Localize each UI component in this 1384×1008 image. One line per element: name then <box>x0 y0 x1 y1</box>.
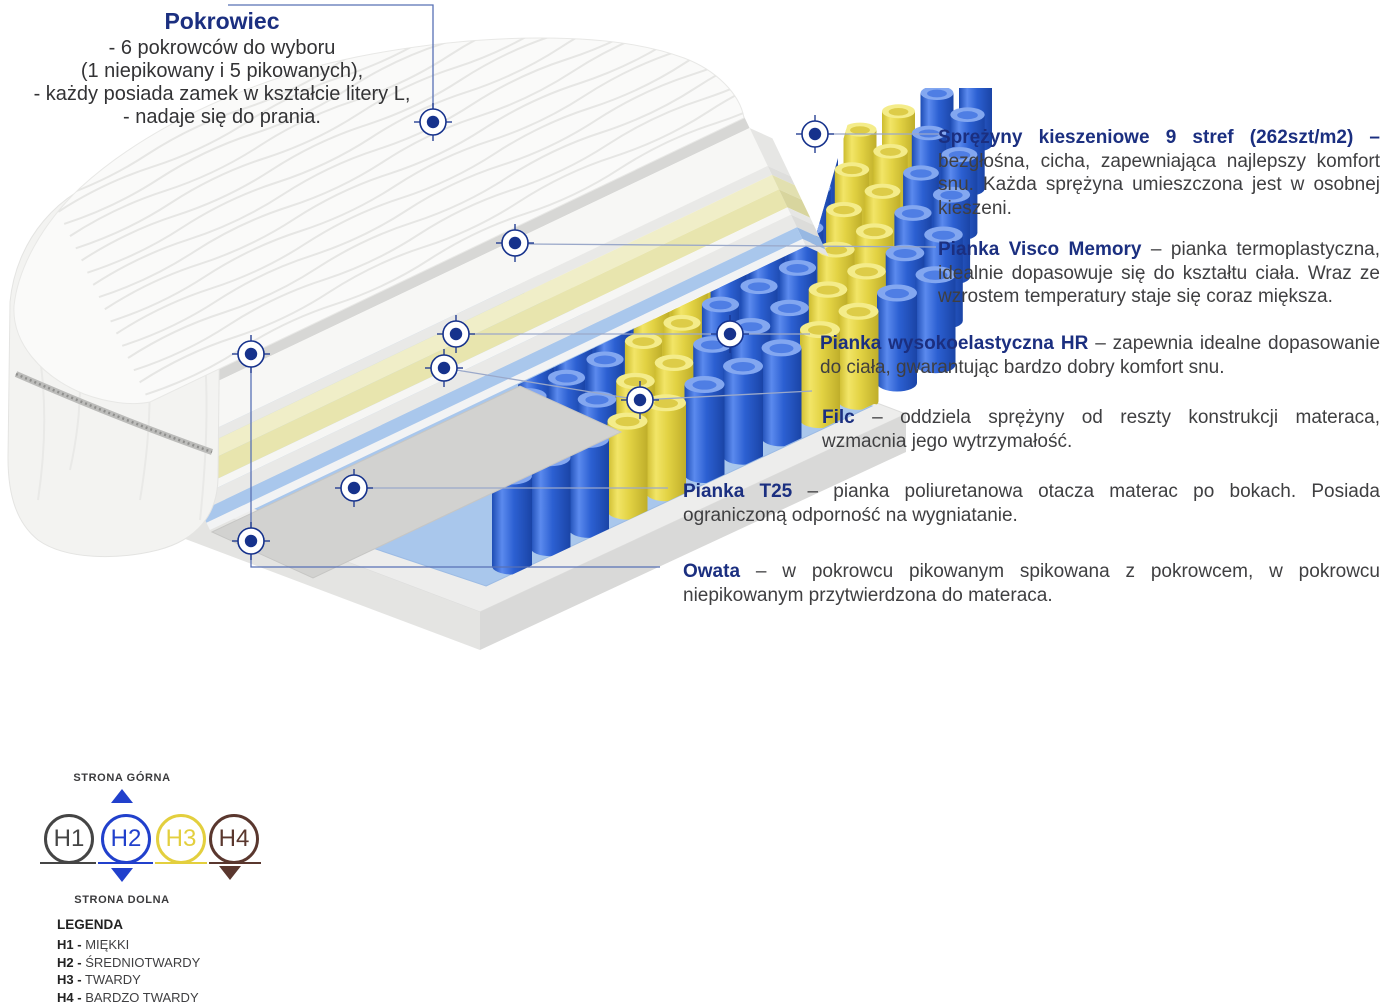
hardness-level-h4: H4 <box>209 814 259 864</box>
spring-coil-top-inner <box>803 184 824 192</box>
cover-line: - każdy posiada zamek w kształcie litery L, <box>33 83 411 105</box>
spring-coil-top-inner <box>850 126 870 134</box>
spring-coil-top-inner <box>770 344 794 353</box>
callout-body: – zapewnia idealne dopasowanie do ciała, gwarantując bardzo dobry komfort snu. <box>820 333 1381 378</box>
hardness-legend <box>57 917 200 1006</box>
spring-coil-top-inner <box>624 377 647 386</box>
spring-coil-top-inner <box>786 264 808 273</box>
spring-coil-top-inner <box>872 188 893 196</box>
spring-coil-top <box>959 68 992 82</box>
hardness-baseline-h1 <box>40 862 96 864</box>
callout-body: – w pokrowcu pikowanym spikowana z pokrowcem, w pokrowcu niepikowanym przytwierdzona do materaca. <box>683 561 1380 606</box>
top-side-label: STRONA GÓRNA <box>73 772 171 784</box>
spring-coil-top-inner <box>910 169 931 177</box>
callout-wadding <box>683 560 1380 607</box>
spring-coil-top-inner <box>731 362 755 371</box>
bottom-side-label: STRONA DOLNA <box>74 894 170 906</box>
spring-coil-top-inner <box>693 380 717 389</box>
spring-coil-top-inner <box>855 267 878 276</box>
callout-t25-foam <box>683 480 1380 527</box>
spring-coil-top-inner <box>709 301 731 310</box>
callout-title: Sprężyny kieszeniowe 9 stref (262szt/m2) – <box>938 127 1380 148</box>
spring-coil-top-inner <box>863 227 885 236</box>
spring-coil-top-inner <box>555 374 577 383</box>
spring-coil-body <box>646 403 686 502</box>
spring-coil-body <box>685 385 725 484</box>
hardness-level-h2: H2 <box>101 814 151 864</box>
callout-title: Owata <box>683 561 741 582</box>
spring-coil-top-inner <box>671 319 693 328</box>
hardness-level-h1: H1 <box>44 814 94 864</box>
marker-sprezyny <box>796 115 834 153</box>
spring-coil-top-inner <box>889 108 909 116</box>
spring-coil-top-inner <box>825 246 847 255</box>
cover-description <box>10 8 434 129</box>
spring-coil-top-inner <box>957 111 978 119</box>
spring-coil-top-inner <box>893 249 916 258</box>
spring-coil-top-inner <box>594 356 616 365</box>
hardness-baseline-h4 <box>209 862 261 864</box>
legend-item: H2 - ŚREDNIOTWARDY <box>57 954 201 970</box>
spring-coil-top-inner <box>632 337 654 346</box>
cover-line: - 6 pokrowców do wyboru <box>108 37 336 59</box>
callout-title: Pianka Visco Memory <box>938 239 1142 260</box>
spring-coil-top-inner <box>778 304 801 313</box>
callout-hr-foam <box>820 332 1380 379</box>
legend-item: H4 - BARDZO TWARDY <box>57 989 199 1005</box>
legend-title: LEGENDA <box>57 917 124 932</box>
callout-felt <box>822 406 1380 453</box>
callout-visco-memory <box>938 238 1380 309</box>
cover-line: (1 niepikowany i 5 pikowanych), <box>80 60 364 82</box>
callout-title: Pianka T25 <box>683 481 793 502</box>
spring-coil-top-inner <box>880 148 901 156</box>
spring-coil-top-inner <box>585 395 608 404</box>
hardness-baseline-h3 <box>155 862 207 864</box>
spring-coil-top <box>796 181 830 196</box>
spring-coil-top-inner <box>966 71 986 79</box>
spring-coil-top-inner <box>885 289 909 298</box>
callout-springs <box>938 126 1380 220</box>
legend-item: H3 - TWARDY <box>57 972 141 987</box>
spring-coil-top-inner <box>927 90 947 98</box>
spring-coil-top-inner <box>847 307 871 316</box>
spring-coil-top-inner <box>842 166 863 174</box>
cover-title: Pokrowiec <box>164 8 280 34</box>
spring-coil-top-inner <box>662 359 685 368</box>
hardness-baseline-h2 <box>98 862 153 864</box>
spring-coil-body <box>723 366 763 465</box>
callout-title: Pianka wysokoelastyczna HR <box>820 333 1089 354</box>
hardness-level-h3: H3 <box>156 814 206 864</box>
spring-coil-top-inner <box>816 286 839 295</box>
cover-line: - nadaje się do prania. <box>123 106 321 128</box>
down-arrow-blue-icon <box>111 868 133 882</box>
spring-coil-top-inner <box>902 209 924 218</box>
callout-body: – pianka termoplastyczna, idealnie dopasowuje się do kształtu ciała. Wraz ze wzrostem temperatury staje się coraz miększa. <box>938 239 1380 307</box>
down-arrow-brown-icon <box>219 866 241 880</box>
callout-body: – pianka poliuretanowa otacza materac po bokach. Posiada ograniczoną odporność na wygniatanie. <box>683 481 1380 526</box>
up-arrow-icon <box>111 789 133 803</box>
spring-coil-body <box>762 348 802 447</box>
callout-title: Filc <box>822 407 855 428</box>
legend-item: H1 - MIĘKKI <box>57 937 130 952</box>
callout-body: bezgłośna, cicha, zapewniająca najlepszy komfort snu. Każda sprężyna umieszczona jest w osobnej kieszeni. <box>938 150 1380 219</box>
spring-coil-top-inner <box>616 417 640 426</box>
callout-body: – oddziela sprężyny od reszty konstrukcji materaca, wzmacnia jego wytrzymałość. <box>822 407 1380 452</box>
spring-coil-top-inner <box>833 206 854 214</box>
spring-coil-top-inner <box>748 282 770 291</box>
